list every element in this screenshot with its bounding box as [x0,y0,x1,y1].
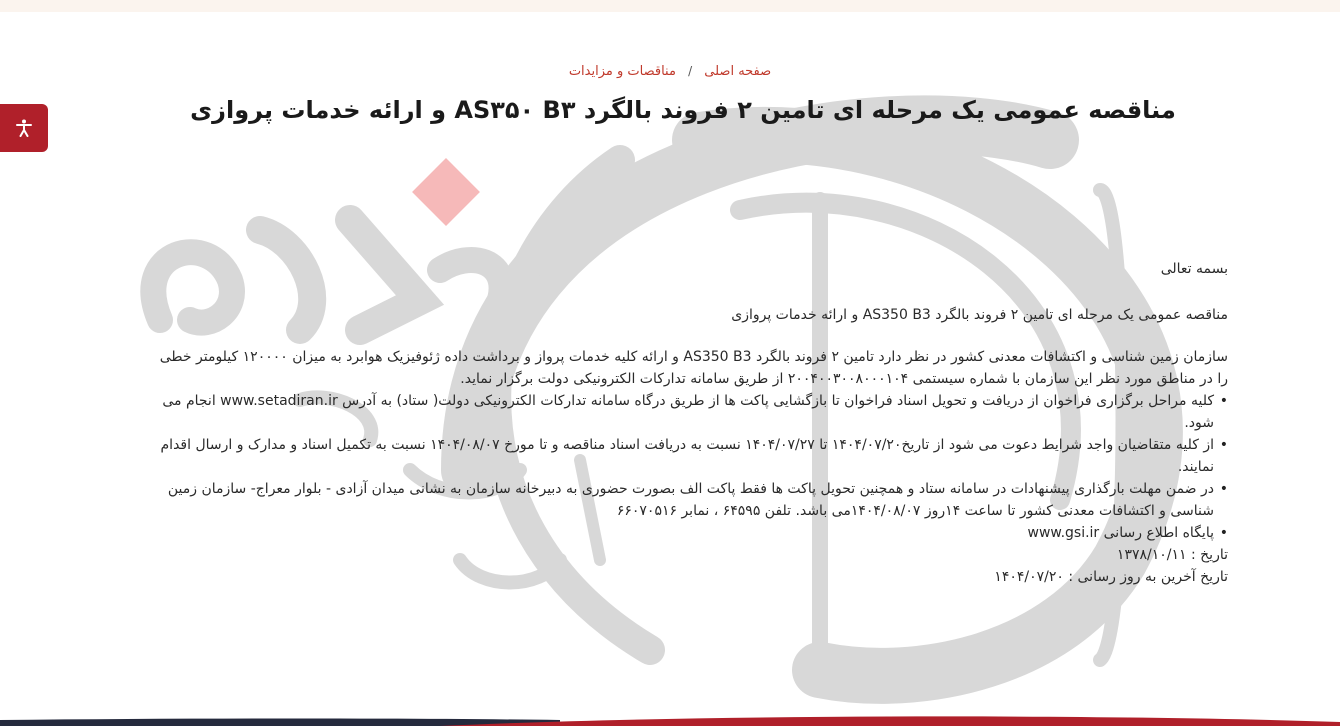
bullet-item-dates: • از کلیه متقاضیان واجد شرایط دعوت می شود از تاریخ۱۴۰۴/۰۷/۲۰ تا ۱۴۰۴/۰۷/۲۷ نسبت به دریافت اسناد مناقصه و تا مورخ ۱۴۰۴/۰۸/۰۷ نسبت به تکمیل اسناد و مدارک و ارسال اقدام نمایند. [145,434,1214,478]
gsi-link[interactable]: www.gsi.ir [1027,525,1100,541]
bullet-item-portal: • کلیه مراحل برگزاری فراخوان از دریافت و تحویل اسناد فراخوان تا بازگشایی پاکت ها از طریق درگاه سامانه تدارکات الکترونیکی دولت( ستاد) به آدرس www.setadiran.ir انجام می شود. [145,390,1214,434]
greeting-text: بسمه تعالی [1160,261,1228,277]
accessibility-icon [16,119,32,137]
setadiran-link[interactable]: www.setadiran.ir [220,393,338,409]
breadcrumb-separator: / [688,64,693,78]
accessibility-button[interactable] [0,104,48,152]
breadcrumb [0,64,1340,79]
bullet-item-website: • پایگاه اطلاع رسانی www.gsi.ir [145,522,1214,544]
bullet-item-deadline: • در ضمن مهلت بارگذاری پیشنهادات در سامانه ستاد و همچنین تحویل پاکت ها فقط پاکت الف بصورت حضوری به دبیرخانه سازمان به نشانی میدان آزادی - بلوار معراج- سازمان زمین شناسی و اکتشافات معدنی کشور تا ساعت ۱۴روز ۱۴۰۴/۰۸/۰۷می باشد. تلفن ۶۴۵۹۵ ، نمابر ۶۶۰۷۰۵۱۶ [145,478,1214,522]
top-strip [0,0,1340,12]
tender-subtitle: مناقصه عمومی یک مرحله ای تامین ۲ فروند بالگرد AS350 B3 و ارائه خدمات پروازی [731,307,1228,323]
tender-content [145,258,1228,588]
updated-date: تاریخ آخرین به روز رسانی : ۱۴۰۴/۰۷/۲۰ [994,569,1228,585]
page-title: مناقصه عمومی یک مرحله ای تامین ۲ فروند بالگرد AS۳۵۰ B۳ و ارائه خدمات پروازی [190,96,1176,124]
tender-bullets [145,390,1228,544]
breadcrumb-home-link[interactable]: صفحه اصلی [704,64,772,79]
footer-bar [0,716,1340,726]
intro-paragraph: سازمان زمین شناسی و اکتشافات معدنی کشور در نظر دارد تامین ۲ فروند بالگرد AS350 B3 و ارائه کلیه خدمات پرواز و برداشت داده ژئوفیزیک هوابرد به میزان ۱۲۰۰۰۰ کیلومتر خطی را در مناطق مورد نظر این سازمان با شماره سیستمی ۲۰۰۴۰۰۳۰۰۸۰۰۰۱۰۴ از طریق سامانه تدارکات الکترونیکی دولت برگزار نماید. [159,349,1228,387]
breadcrumb-current-link[interactable]: مناقصات و مزایدات [568,64,676,79]
publish-date: تاریخ : ۱۳۷۸/۱۰/۱۱ [1116,547,1228,563]
